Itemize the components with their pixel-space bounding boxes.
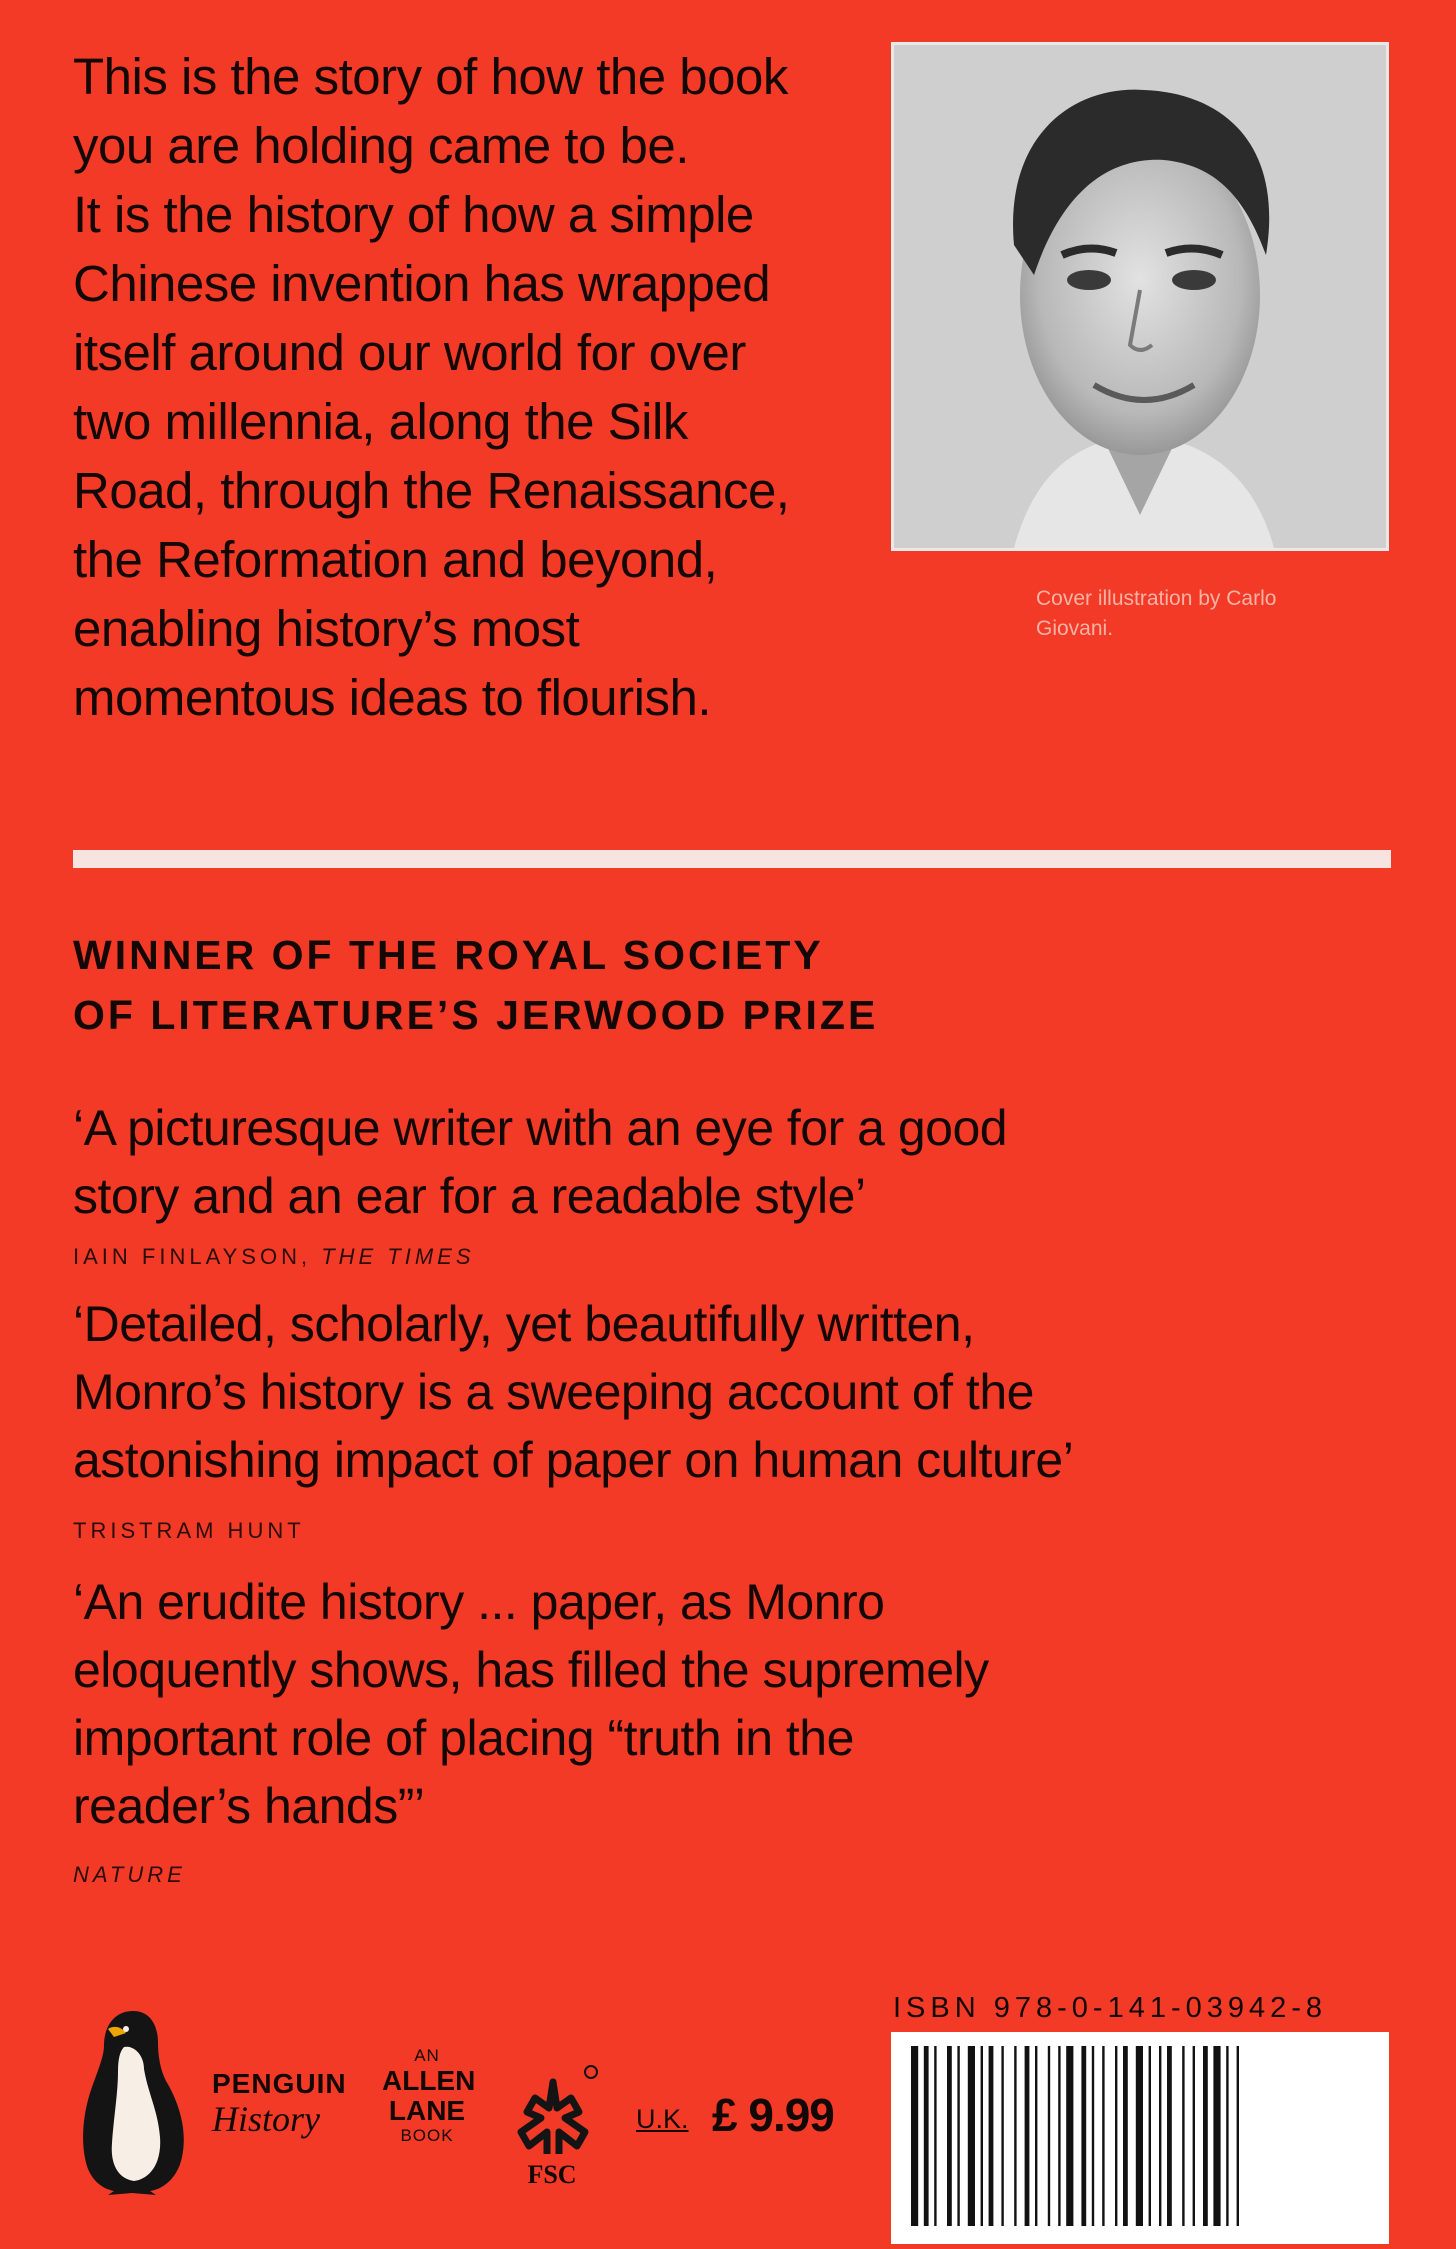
- penguin-history-imprint: [212, 2068, 362, 2140]
- photo-credit-line: Giovani.: [1036, 617, 1114, 640]
- allen-lane-book: BOOK: [400, 2126, 454, 2145]
- allen-lane-allen: ALLEN: [382, 2065, 476, 2096]
- barcode-bar: [947, 2046, 952, 2226]
- quote-source: [73, 1518, 305, 1544]
- barcode-bar: [1182, 2046, 1184, 2226]
- quote-source-name: IAIN FINLAYSON,: [73, 1244, 322, 1269]
- blurb-line: two millennia, along the Silk: [73, 393, 688, 450]
- blurb-line: Road, through the Renaissance,: [73, 462, 790, 519]
- quote-line: Monro’s history is a sweeping account of the: [73, 1364, 1034, 1420]
- penguin-logo-icon: [74, 2007, 192, 2197]
- allen-lane-lane: LANE: [388, 2095, 466, 2126]
- quote-line: eloquently shows, has filled the supremely: [73, 1642, 989, 1698]
- blurb-line: This is the story of how the book: [73, 48, 788, 105]
- author-photo: [891, 42, 1389, 551]
- barcode-bar: [1014, 2046, 1016, 2226]
- blurb-line: itself around our world for over: [73, 324, 746, 381]
- barcode-bar: [1136, 2046, 1143, 2226]
- barcode-bar: [1203, 2046, 1208, 2226]
- review-quote: [73, 1290, 1293, 1494]
- prize-heading-line: WINNER OF THE ROYAL SOCIETY: [73, 932, 824, 978]
- prize-heading: [73, 925, 1173, 1045]
- fsc-label: FSC: [527, 2160, 577, 2189]
- barcode-bar: [1226, 2046, 1228, 2226]
- barcode-bar: [1058, 2046, 1060, 2226]
- quote-line: important role of placing “truth in the: [73, 1710, 854, 1766]
- photo-credit: [1036, 584, 1366, 644]
- barcode-bar: [1167, 2046, 1172, 2226]
- barcode-bar: [1066, 2046, 1073, 2226]
- allen-lane-an: AN: [414, 2046, 440, 2065]
- author-portrait-illustration: [894, 45, 1386, 548]
- isbn-label: ISBN 978-0-141-03942-8: [893, 1992, 1328, 2024]
- barcode-bar: [1115, 2046, 1117, 2226]
- blurb-line: enabling history’s most: [73, 600, 580, 657]
- barcode-bar: [1159, 2046, 1161, 2226]
- blurb-line: Chinese invention has wrapped: [73, 255, 771, 312]
- barcode-bar: [1193, 2046, 1195, 2226]
- quote-source: [73, 1862, 186, 1888]
- quote-line: astonishing impact of paper on human culture’: [73, 1432, 1074, 1488]
- barcode-bar: [924, 2046, 929, 2226]
- quote-source: [73, 1244, 475, 1270]
- quote-line: reader’s hands”’: [73, 1778, 425, 1834]
- blurb: [73, 42, 883, 732]
- quote-source-publication: THE TIMES: [321, 1244, 475, 1269]
- quote-line: story and an ear for a readable style’: [73, 1168, 866, 1224]
- quote-source-publication: NATURE: [73, 1862, 186, 1887]
- barcode-icon: [891, 2032, 1389, 2244]
- barcode-bar: [1123, 2046, 1128, 2226]
- barcode-bar: [1048, 2046, 1050, 2226]
- barcode-bar: [1237, 2046, 1239, 2226]
- blurb-line: you are holding came to be.: [73, 117, 689, 174]
- review-quote: [73, 1094, 1293, 1230]
- quote-line: ‘An erudite history ... paper, as Monro: [73, 1574, 885, 1630]
- barcode-bar: [934, 2046, 936, 2226]
- prize-heading-line: OF LITERATURE’S JERWOOD PRIZE: [73, 992, 879, 1038]
- quote-line: ‘A picturesque writer with an eye for a good: [73, 1100, 1008, 1156]
- barcode-bar: [1149, 2046, 1151, 2226]
- section-divider: [73, 850, 1391, 868]
- allen-lane-imprint: [382, 2046, 476, 2146]
- barcode-bar: [1213, 2046, 1220, 2226]
- quote-line: ‘Detailed, scholarly, yet beautifully written,: [73, 1296, 975, 1352]
- barcode-bar: [1081, 2046, 1086, 2226]
- barcode-bar: [1092, 2046, 1094, 2226]
- barcode-bar: [957, 2046, 959, 2226]
- price: £ 9.99: [712, 2089, 834, 2141]
- barcode-bar: [989, 2046, 994, 2226]
- barcode-bar: [911, 2046, 918, 2226]
- barcode-bar: [1102, 2046, 1104, 2226]
- barcode-bar: [968, 2046, 975, 2226]
- currency-label: U.K.: [636, 2104, 689, 2134]
- blurb-line: It is the history of how a simple: [73, 186, 754, 243]
- barcode-bar: [1035, 2046, 1037, 2226]
- barcode-box: [891, 2032, 1389, 2244]
- review-quote: [73, 1568, 1293, 1840]
- penguin-wordmark: PENGUIN: [212, 2068, 347, 2099]
- blurb-line: momentous ideas to flourish.: [73, 669, 711, 726]
- history-wordmark: History: [212, 2099, 320, 2139]
- quote-source-name: TRISTRAM HUNT: [73, 1518, 305, 1543]
- blurb-line: the Reformation and beyond,: [73, 531, 718, 588]
- barcode-bar: [1025, 2046, 1030, 2226]
- photo-credit-line: Cover illustration by Carlo: [1036, 587, 1277, 610]
- barcode-bar: [1001, 2046, 1003, 2226]
- barcode-bar: [981, 2046, 983, 2226]
